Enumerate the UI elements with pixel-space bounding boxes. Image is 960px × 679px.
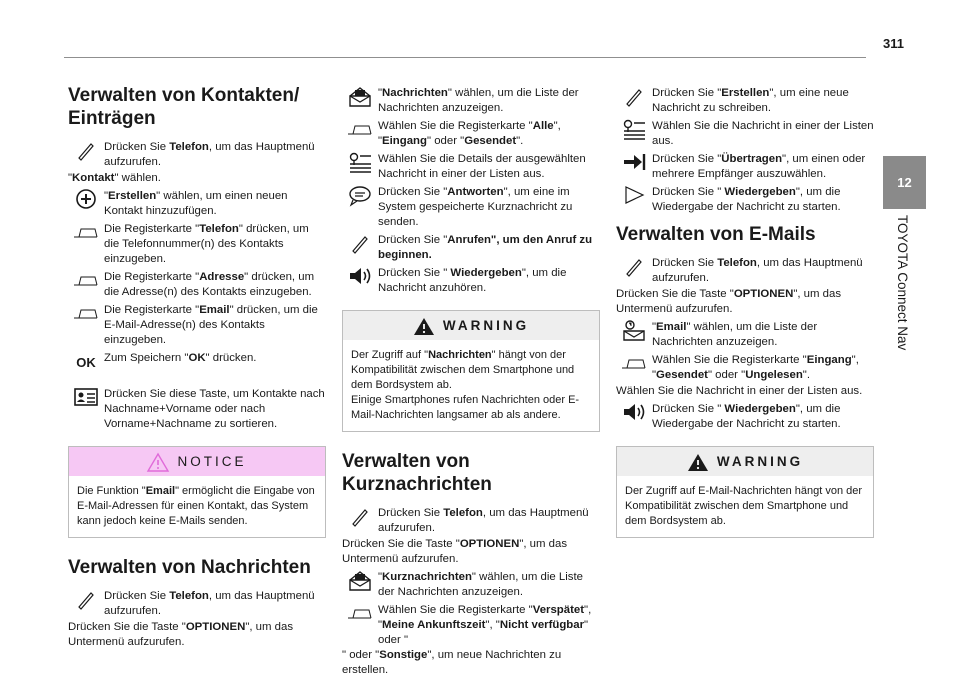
warning-box [342, 310, 600, 432]
step-text: Wählen Sie die Details der ausgewählten Nachricht in einer der Listen aus. [378, 153, 586, 180]
step-text: Wählen Sie die Registerkarte "Eingang", "Gesendet" oder "Ungelesen". [652, 354, 859, 381]
paragraph: Wählen Sie die Nachricht in einer der Listen aus. [616, 385, 863, 397]
speaker-icon [342, 264, 378, 294]
details-list-icon [342, 150, 378, 180]
reply-icon [342, 183, 378, 213]
pencil-icon [342, 231, 378, 261]
step-text: Die Registerkarte "Telefon" drücken, um die Telefonnummer(n) des Kontakts einzugeben. [104, 223, 309, 265]
step-row [68, 268, 326, 300]
page-number: 311 [883, 36, 904, 51]
step-row [68, 187, 326, 219]
step-row [616, 183, 874, 215]
step-text: "Email" wählen, um die Liste der Nachrichten anzuzeigen. [652, 321, 818, 348]
step-row [616, 150, 874, 182]
paragraph: Drücken Sie die Taste "OPTIONEN", um das Untermenü aufzurufen. [68, 621, 294, 648]
speaker-icon [616, 400, 652, 430]
paragraph: "Kontakt" wählen. [68, 172, 161, 184]
tab-icon [342, 117, 378, 147]
step-text: Wählen Sie die Registerkarte "Alle", "Eingang" oder "Gesendet". [378, 120, 561, 147]
step-row [68, 138, 326, 170]
step-row [342, 601, 600, 648]
paragraph: Drücken Sie die Taste "OPTIONEN", um das Untermenü aufzurufen. [616, 288, 842, 315]
step-row [342, 568, 600, 600]
ok-button-icon: OK [76, 355, 96, 370]
step-text: Wählen Sie die Registerkarte "Verspätet", "Meine Ankunftszeit", "Nicht verfügbar" oder " [378, 604, 592, 646]
step-row [342, 84, 600, 116]
plus-circle-icon [68, 187, 104, 217]
chapter-side-title: TOYOTA Connect Nav [895, 215, 910, 351]
column-2 [342, 84, 600, 679]
step-text: Drücken Sie "Anrufen", um den Anruf zu beginnen. [378, 234, 593, 261]
step-text: Drücken Sie Telefon, um das Hauptmenü aufzurufen. [652, 257, 863, 284]
warning-triangle-icon [413, 316, 435, 336]
step-row [616, 84, 874, 116]
section-title-emails: Verwalten von E-Mails [616, 224, 816, 245]
step-text: Drücken Sie "Antworten", um eine im System gespeicherte Kurznachricht zu senden. [378, 186, 573, 228]
tab-icon [68, 220, 104, 250]
tab-icon [342, 601, 378, 631]
warning-header [617, 447, 873, 476]
column-3 [616, 84, 874, 556]
step-text: Drücken Sie " Wiedergeben", um die Nachricht anzuhören. [378, 267, 567, 294]
notice-box [68, 446, 326, 538]
tab-icon [68, 301, 104, 331]
step-row [342, 150, 600, 182]
notice-body: Die Funktion "Email" ermöglicht die Eingabe von E-Mail-Adressen für einen Kontakt, das System kann jedoch keine E-Mails senden. [77, 485, 315, 527]
paragraph: " oder "Sonstige", um neue Nachrichten zu erstellen. [342, 649, 562, 676]
step-text: Drücken Sie Telefon, um das Hauptmenü aufzurufen. [104, 141, 315, 168]
step-text: "Erstellen" wählen, um einen neuen Kontakt hinzuzufügen. [104, 190, 288, 217]
section-title-short-messages: Verwalten von Kurznachrichten [342, 451, 492, 495]
tab-icon [616, 351, 652, 381]
pencil-icon [616, 254, 652, 284]
section-title-messages: Verwalten von Nachrichten [68, 557, 311, 578]
step-row [616, 351, 874, 383]
step-text: "Nachrichten" wählen, um die Liste der Nachrichten anzuzeigen. [378, 87, 579, 114]
warning-header [343, 311, 599, 340]
step-text: Drücken Sie Telefon, um das Hauptmenü aufzurufen. [378, 507, 589, 534]
step-text: Drücken Sie " Wiedergeben", um die Wiedergabe der Nachricht zu starten. [652, 186, 841, 213]
step-text: Drücken Sie Telefon, um das Hauptmenü aufzurufen. [104, 590, 315, 617]
column-1 [68, 84, 326, 651]
details-list-icon [616, 117, 652, 147]
step-text: Drücken Sie "Übertragen", um einen oder mehrere Empfänger auszuwählen. [652, 153, 866, 180]
notice-header [69, 447, 325, 476]
step-row [68, 587, 326, 619]
step-row [616, 117, 874, 149]
warning-triangle-icon [147, 452, 169, 472]
short-messages-icon [342, 568, 378, 598]
section-title-contacts: Verwalten von Kontakten/ Einträgen [68, 85, 300, 129]
paragraph: Drücken Sie die Taste "OPTIONEN", um das Untermenü aufzurufen. [342, 538, 568, 565]
pencil-icon [68, 587, 104, 617]
step-row [68, 301, 326, 348]
step-row [68, 220, 326, 267]
step-row [616, 400, 874, 432]
tab-icon [68, 268, 104, 298]
step-row [342, 183, 600, 230]
step-row [616, 318, 874, 350]
step-row [68, 385, 326, 432]
step-text: Die Registerkarte "Email" drücken, um die E-Mail-Adresse(n) des Kontakts einzugeben. [104, 304, 318, 346]
header-rule [64, 57, 866, 58]
warning-box [616, 446, 874, 538]
step-text: Wählen Sie die Nachricht in einer der Listen aus. [652, 120, 874, 147]
step-text: "Kurznachrichten" wählen, um die Liste der Nachrichten anzuzeigen. [378, 571, 583, 598]
email-icon [616, 318, 652, 348]
step-row [342, 117, 600, 149]
step-row [616, 254, 874, 286]
chapter-tab[interactable]: 12 [883, 156, 926, 209]
messages-icon [342, 84, 378, 114]
step-row [342, 504, 600, 536]
warning-title: WARNING [442, 318, 530, 333]
warning-triangle-icon [687, 452, 709, 472]
forward-arrow-icon [616, 150, 652, 180]
step-text: Drücken Sie " Wiedergeben", um die Wiedergabe der Nachricht zu starten. [652, 403, 841, 430]
sort-contacts-icon [68, 385, 104, 415]
warning-body: Der Zugriff auf E-Mail-Nachrichten hängt von der Kompatibilität zwischen dem Smartphone und dem Bordsystem ab. [625, 485, 863, 527]
warning-title: WARNING [716, 454, 804, 469]
warning-body-second: Einige Smartphones rufen Nachrichten oder E-Mail-Nachrichten langsamer ab als andere. [351, 394, 580, 421]
step-text: Drücken Sie "Erstellen", um eine neue Nachricht zu schreiben. [652, 87, 849, 114]
step-row [68, 349, 326, 379]
step-row [342, 264, 600, 296]
play-icon [616, 183, 652, 213]
pencil-icon [616, 84, 652, 114]
step-text: Die Registerkarte "Adresse" drücken, um die Adresse(n) des Kontakts einzugeben. [104, 271, 315, 298]
step-text: Zum Speichern "OK" drücken. [104, 352, 257, 364]
pencil-icon [342, 504, 378, 534]
notice-title: NOTICE [177, 454, 247, 469]
warning-body: Der Zugriff auf "Nachrichten" hängt von der Kompatibilität zwischen dem Smartphone und dem Bordsystem ab. Einige Smartphones rufen Nachrichten oder E-Mail-Nachrichten langsamer ab als andere. [343, 340, 599, 431]
step-text: Drücken Sie diese Taste, um Kontakte nach Nachname+Vorname oder nach Vorname+Nachname zu sortieren. [104, 388, 325, 430]
pencil-icon [68, 138, 104, 168]
step-row [342, 231, 600, 263]
